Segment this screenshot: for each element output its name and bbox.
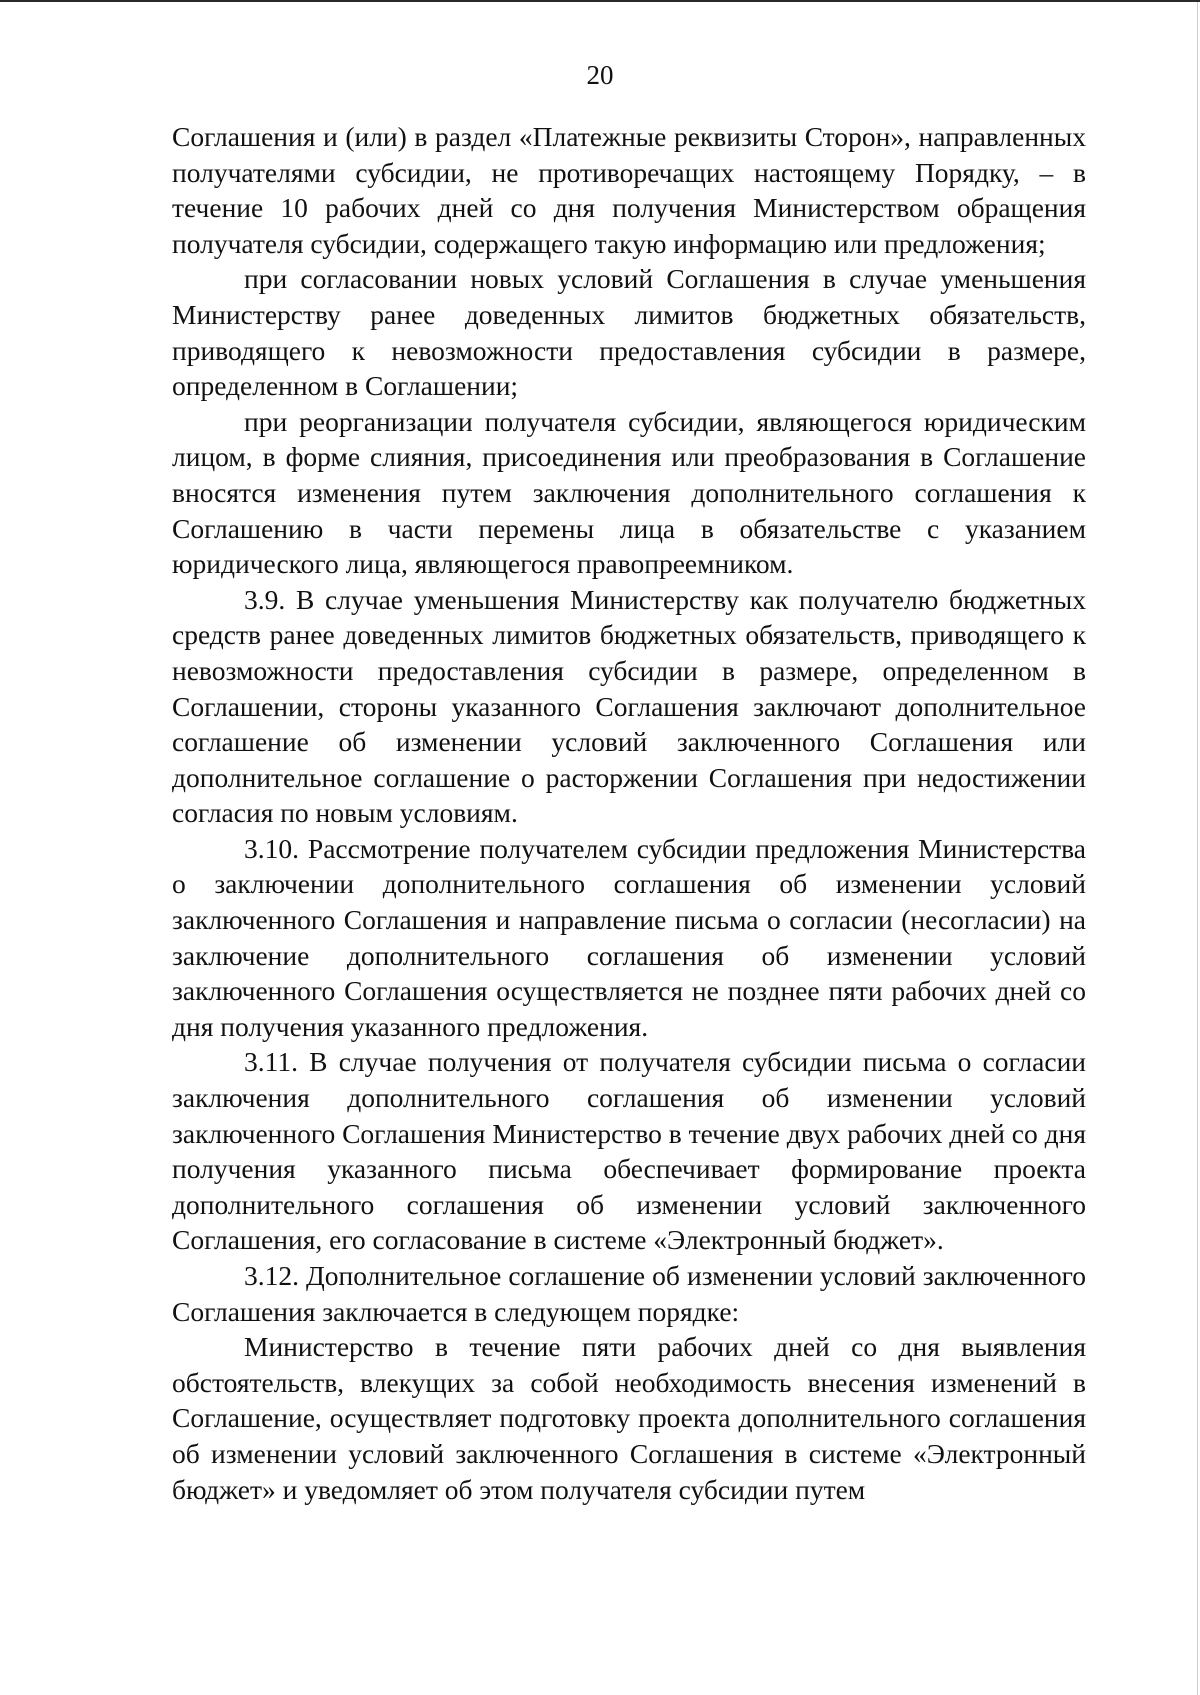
paragraph-3-12: 3.12. Дополнительное соглашение об изменении условий заключенного Соглашения заключается в следующем порядке: — [172, 1260, 1086, 1327]
paragraph-3-11: 3.11. В случае получения от получателя субсидии письма о согласии заключения дополнительного соглашения об изменении условий заключенного Соглашения Министерство в течение двух рабочих дней со дня получения указанного письма обеспечивает формирование проекта дополнительного соглашения об изменении условий заключенного Соглашения, его согласование в системе «Электронный бюджет». — [172, 1046, 1086, 1256]
document-body — [172, 119, 1086, 1507]
paragraph-3-9: 3.9. В случае уменьшения Министерству как получателю бюджетных средств ранее доведенных лимитов бюджетных обязательств, приводящего к невозможности предоставления субсидии в размере, определенном в Соглашении, стороны указанного Соглашения заключают дополнительное соглашение об изменении условий заключенного Соглашения или дополнительное соглашение о расторжении Соглашения при недостижении согласия по новым условиям. — [172, 583, 1086, 829]
page-edge — [1197, 2, 1198, 1695]
paragraph-3-10: 3.10. Рассмотрение получателем субсидии предложения Министерства о заключении дополнительного соглашения об изменении условий заключенного Соглашения и направление письма о согласии (несогласии) на заключение дополнительного соглашения об изменении условий заключенного Соглашения осуществляется не позднее пяти рабочих дней со дня получения указанного предложения. — [172, 832, 1086, 1042]
paragraph-ministry-procedure: Министерство в течение пяти рабочих дней со дня выявления обстоятельств, влекущих за собой необходимость внесения изменений в Соглашение, осуществляет подготовку проекта дополнительного соглашения об изменении условий заключенного Соглашения в системе «Электронный бюджет» и уведомляет об этом получателя субсидии путем — [172, 1331, 1086, 1505]
paragraph-new-conditions: при согласовании новых условий Соглашения в случае уменьшения Министерству ранее доведенных лимитов бюджетных обязательств, приводящего к невозможности предоставления субсидии в размере, определенном в Соглашении; — [172, 263, 1086, 402]
paragraph-continuation: Соглашения и (или) в раздел «Платежные реквизиты Сторон», направленных получателями субсидии, не противоречащих настоящему Порядку, – в течение 10 рабочих дней со дня получения Министерством обращения получателя субсидии, содержащего такую информацию или предложения; — [172, 121, 1086, 259]
paragraph-reorganization: при реорганизации получателя субсидии, являющегося юридическим лицом, в форме слияния, присоединения или преобразования в Соглашение вносятся изменения путем заключения дополнительного соглашения к Соглашению в части перемены лица в обязательстве с указанием юридического лица, являющегося правопреемником. — [172, 405, 1086, 580]
page-number: 20 — [586, 60, 614, 90]
